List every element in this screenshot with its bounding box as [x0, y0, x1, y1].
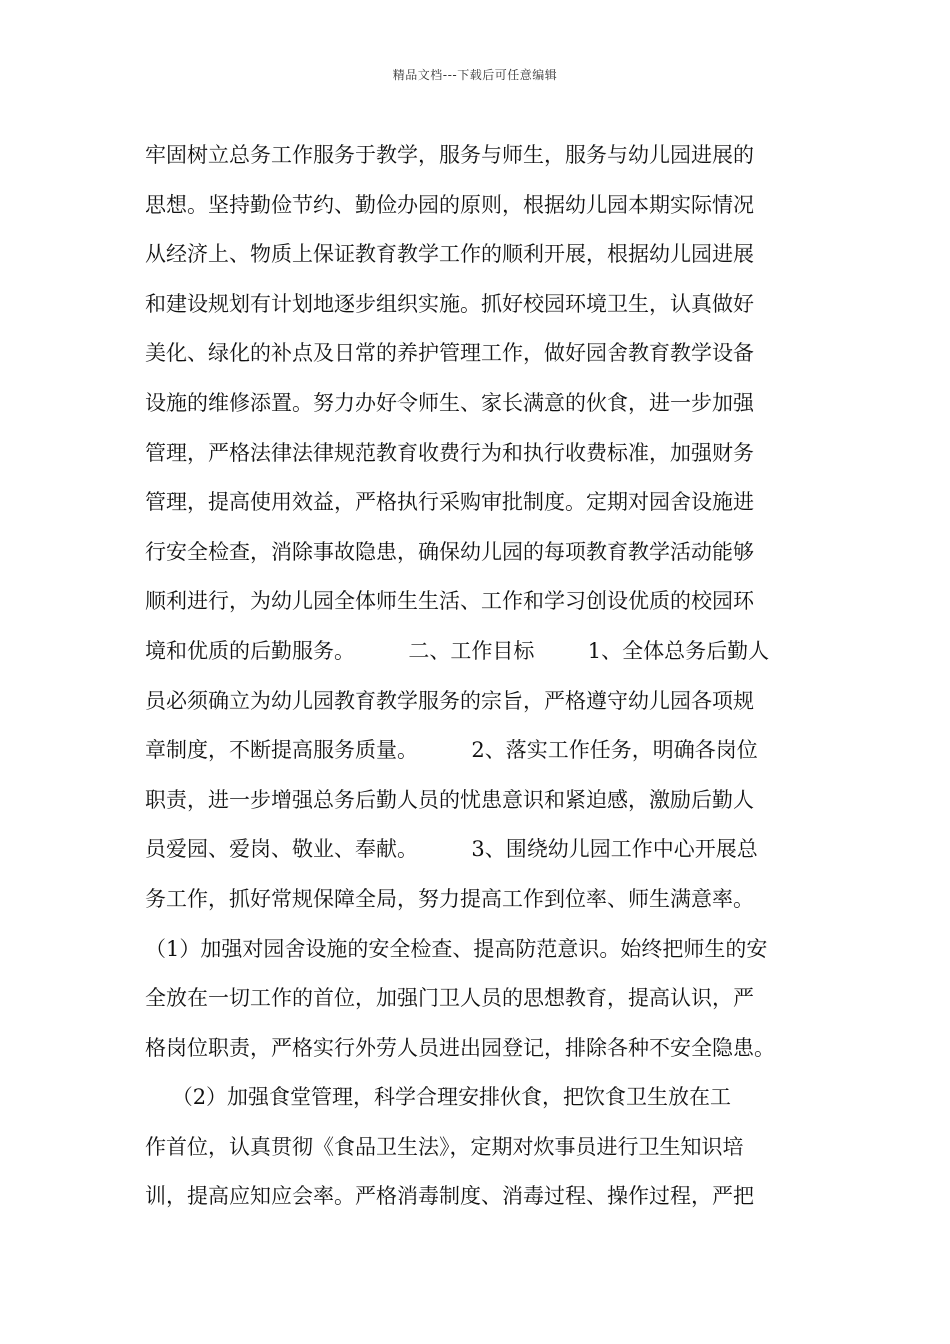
- text-line: 训，提高应知应会率。严格消毒制度、消毒过程、操作过程，严把: [145, 1184, 754, 1209]
- page-header: 精品文档---下载后可任意编辑: [392, 68, 558, 82]
- text-line: 管理，严格法律法律规范教育收费行为和执行收费标准，加强财务: [145, 440, 754, 465]
- text-line: 管理，提高使用效益，严格执行采购审批制度。定期对园舍设施进: [145, 490, 754, 515]
- text-line: 境和优质的后勤服务。 二、工作目标 1、全体总务后勤人: [145, 638, 770, 663]
- text-line: 作首位，认真贯彻《食品卫生法》，定期对炊事员进行卫生知识培: [145, 1134, 744, 1159]
- text-line: 和建设规划有计划地逐步组织实施。抓好校园环境卫生，认真做好: [145, 291, 754, 316]
- text-line: 员必须确立为幼儿园教育教学服务的宗旨，严格遵守幼儿园各项规: [145, 688, 754, 713]
- text-line: 章制度，不断提高服务质量。 2、落实工作任务，明确各岗位: [145, 738, 758, 763]
- text-line: 设施的维修添置。努力办好令师生、家长满意的伙食，进一步加强: [145, 390, 754, 415]
- text-line: 员爱园、爱岗、敬业、奉献。 3、围绕幼儿园工作中心开展总: [145, 837, 758, 862]
- text-line: 思想。坚持勤俭节约、勤俭办园的原则，根据幼儿园本期实际情况: [145, 192, 754, 217]
- text-line: 行安全检查，消除事故隐患，确保幼儿园的每项教育教学活动能够: [145, 539, 754, 564]
- text-line: 美化、绿化的补点及日常的养护管理工作，做好园舍教育教学设备: [145, 341, 754, 366]
- text-line: （2）加强食堂管理，科学合理安排伙食，把饮食卫生放在工: [145, 1085, 732, 1110]
- text-line: 格岗位职责，严格实行外劳人员进出园登记，排除各种不安全隐患。: [145, 1035, 775, 1060]
- text-line: 全放在一切工作的首位，加强门卫人员的思想教育，提高认识，严: [145, 986, 754, 1011]
- text-line: 职责，进一步增强总务后勤人员的忧患意识和紧迫感，激励后勤人: [145, 787, 754, 812]
- text-line: 顺利进行，为幼儿园全体师生生活、工作和学习创设优质的校园环: [145, 589, 754, 614]
- text-line: 务工作，抓好常规保障全局，努力提高工作到位率、师生满意率。: [145, 886, 754, 911]
- body-text: [145, 131, 810, 1222]
- text-line: 从经济上、物质上保证教育教学工作的顺利开展，根据幼儿园进展: [145, 242, 754, 267]
- text-line: 牢固树立总务工作服务于教学，服务与师生，服务与幼儿园进展的: [145, 143, 754, 167]
- text-line: （1）加强对园舍设施的安全检查、提高防范意识。始终把师生的安: [145, 936, 768, 961]
